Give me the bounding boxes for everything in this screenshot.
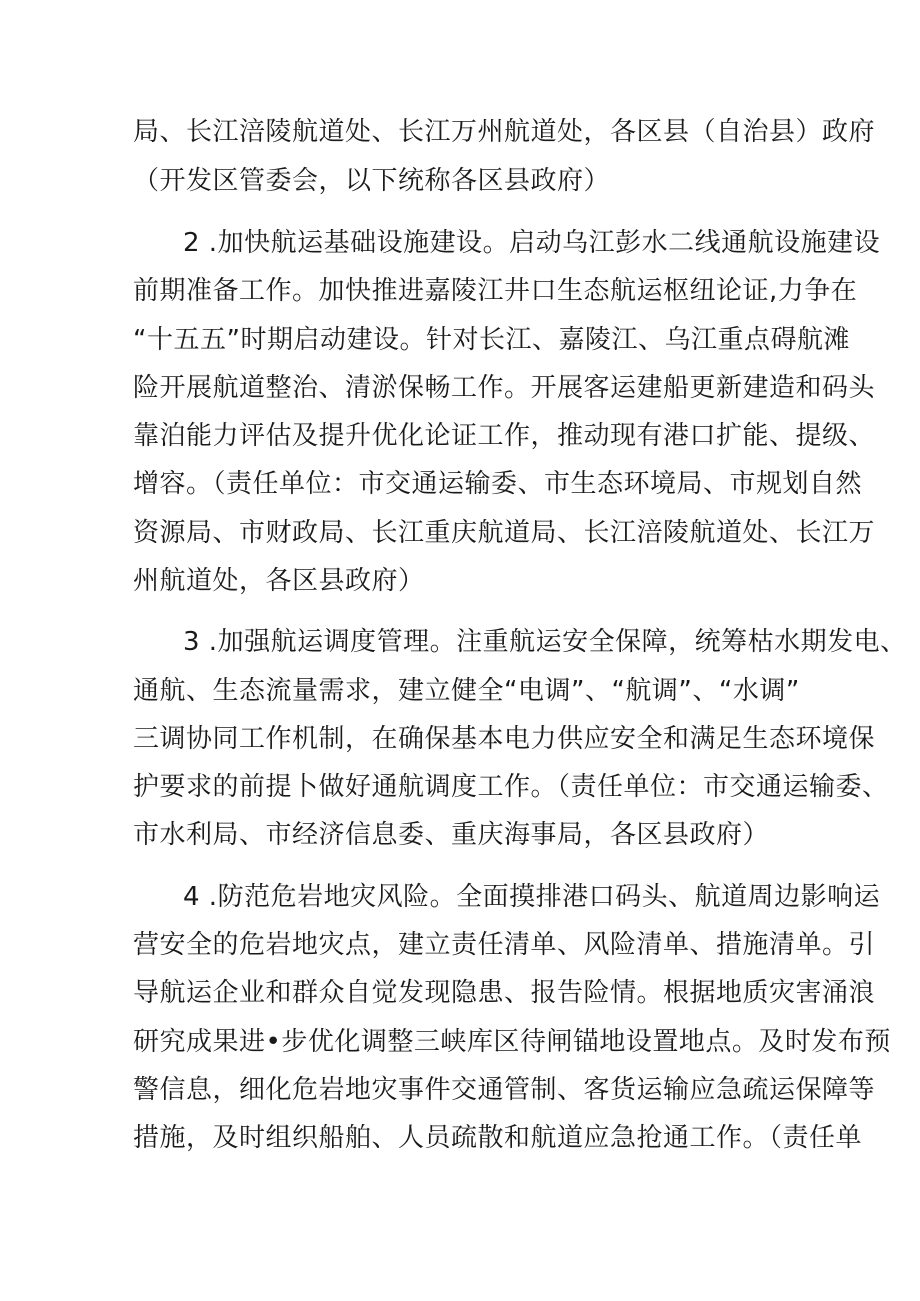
item-2-line-4: 险开展航道整治、清淤保畅工作。开展客运建船更新建造和码头 [133, 373, 876, 403]
item-4-line-4: 研究成果进•步优化调整三峡库区待闸锚地设置地点。及时发布预 [133, 1027, 891, 1057]
item-4-line-2: 营安全的危岩地灾点，建立责任清单、风险清单、措施清单。引 [133, 930, 876, 960]
item-3-line-3: 三调协同工作机制，在确保基本电力供应安全和满足生态环境保 [133, 724, 876, 754]
item-3-line-4: 护要求的前提卜做好通航调度工作。（责任单位：市交通运输委、 [133, 772, 889, 802]
item-4-line-3: 导航运企业和群众自觉发现隐患、报告险情。根据地质灾害涌浪 [133, 978, 876, 1008]
intro-line-1: 局、长江涪陵航道处、长江万州航道处，各区县（自治县）政府 [133, 117, 876, 147]
item-2-line-5: 靠泊能力评估及提升优化论证工作，推动现有港口扩能、提级、 [133, 421, 876, 451]
intro-line-2: （开发区管委会，以下统称各区县政府） [133, 166, 611, 196]
item-2-line-2: 前期准备工作。加快推进嘉陵江井口生态航运枢纽论证,力争在 [133, 276, 858, 306]
item-2-line-7: 资源局、市财政局、长江重庆航道局、长江涪陵航道处、长江万 [133, 518, 876, 548]
item-2-line-8: 州航道处，各区县政府） [133, 566, 425, 596]
item-2-line-6: 增容。（责任单位：市交通运输委、市生态环境局、市规划自然 [133, 469, 863, 499]
item-2-line-3: “十五五”时期启动建设。针对长江、嘉陵江、乌江重点碍航滩 [133, 325, 850, 355]
item-3-line-5: 市水利局、市经济信息委、重庆海事局，各区县政府） [133, 820, 770, 850]
item-4-line-5: 警信息，细化危岩地灾事件交通管制、客货运输应急疏运保障等 [133, 1075, 876, 1105]
item-2-line-1: 2 .加快航运基础设施建设。启动乌江彭水二线通航设施建设 [183, 228, 881, 258]
item-3-line-1: 3 .加强航运调度管理。注重航运安全保障，统筹枯水期发电、 [183, 627, 907, 657]
item-4-line-1: 4 .防范危岩地灾风险。全面摸排港口码头、航道周边影响运 [183, 882, 881, 912]
item-4-line-6: 措施，及时组织船舶、人员疏散和航道应急抢通工作。（责任单 [133, 1123, 863, 1153]
item-3-line-2: 通航、生态流量需求，建立健全“电调”、“航调”、“水调” [133, 676, 800, 706]
